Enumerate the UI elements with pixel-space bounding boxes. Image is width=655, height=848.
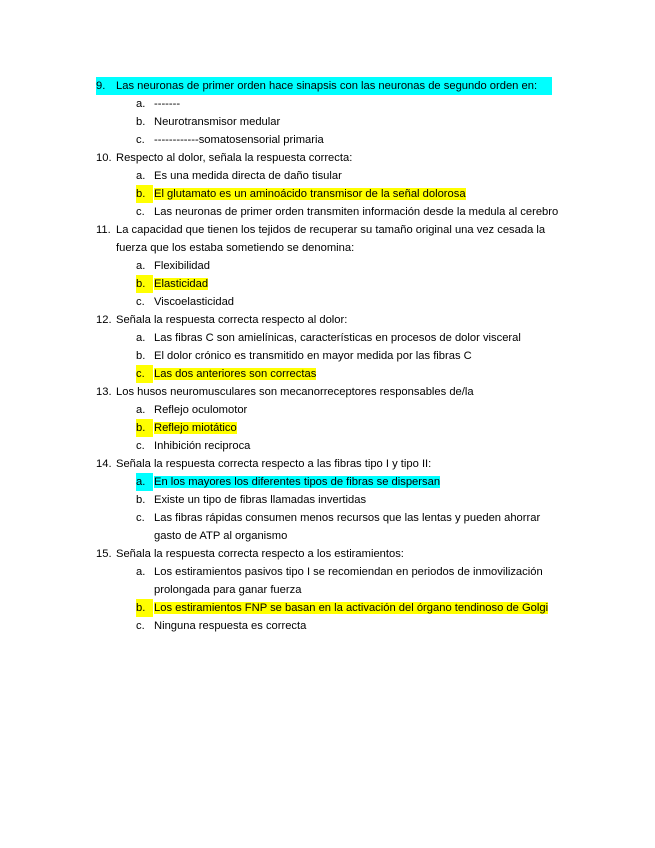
answer-option (96, 509, 566, 545)
option-letter: b. (136, 185, 153, 203)
question-number: 10. (96, 152, 112, 164)
answer-option (96, 131, 566, 149)
question-13 (96, 383, 566, 401)
answer-option (96, 599, 566, 617)
question-12 (96, 311, 566, 329)
answer-option (96, 401, 566, 419)
option-text: ------------somatosensorial primaria (154, 134, 324, 146)
answer-option (96, 563, 566, 599)
answer-option (96, 347, 566, 365)
question-number: 9. (96, 80, 106, 92)
option-text: Flexibilidad (154, 260, 210, 272)
question-number: 14. (96, 458, 112, 470)
question-text: Respecto al dolor, señala la respuesta correcta: (116, 152, 353, 164)
answer-option (96, 293, 566, 311)
option-text: Las neuronas de primer orden transmiten información desde la medula al cerebro (154, 206, 559, 218)
question-14 (96, 455, 566, 473)
option-letter: a. (136, 332, 146, 344)
option-text: En los mayores los diferentes tipos de fibras se dispersan (154, 476, 441, 488)
option-letter: c. (136, 620, 145, 632)
answer-option (96, 617, 566, 635)
answer-option (96, 257, 566, 275)
question-number: 15. (96, 548, 112, 560)
option-letter: c. (136, 296, 145, 308)
option-text: Elasticidad (154, 278, 209, 290)
answer-option (96, 365, 566, 383)
option-text: Las fibras rápidas consumen menos recursos que las lentas y pueden ahorrar gasto de ATP al organismo (154, 512, 541, 542)
answer-option (96, 491, 566, 509)
option-letter: a. (136, 566, 146, 578)
question-number: 11. (96, 224, 111, 236)
question-9 (96, 77, 552, 95)
question-10 (96, 149, 566, 167)
answer-option (96, 437, 566, 455)
option-letter: b. (136, 116, 146, 128)
option-text: Existe un tipo de fibras llamadas invertidas (154, 494, 367, 506)
option-letter: b. (136, 350, 146, 362)
option-text: Es una medida directa de daño tisular (154, 170, 342, 182)
question-text: Las neuronas de primer orden hace sinapsis con las neuronas de segundo orden en: (116, 80, 538, 92)
option-letter: a. (136, 473, 153, 491)
option-letter: c. (136, 512, 145, 524)
option-letter: a. (136, 170, 146, 182)
option-letter: c. (136, 134, 145, 146)
option-letter: a. (136, 98, 146, 110)
option-letter: b. (136, 419, 153, 437)
question-text: La capacidad que tienen los tejidos de recuperar su tamaño original una vez cesada la fuerza que los estaba sometiendo se denomina: (116, 224, 546, 254)
option-text: El dolor crónico es transmitido en mayor medida por las fibras C (154, 350, 472, 362)
answer-option (96, 185, 566, 203)
option-text: Reflejo miotático (154, 422, 237, 434)
question-11 (96, 221, 566, 257)
answer-option (96, 275, 566, 293)
question-text: Señala la respuesta correcta respecto a los estiramientos: (116, 548, 404, 560)
option-letter: b. (136, 494, 146, 506)
option-text: Neurotransmisor medular (154, 116, 281, 128)
answer-option (96, 167, 566, 185)
option-text: Las dos anteriores son correctas (154, 368, 317, 380)
option-text: Los estiramientos FNP se basan en la activación del órgano tendinoso de Golgi (154, 602, 549, 614)
option-text: Reflejo oculomotor (154, 404, 248, 416)
answer-option (96, 473, 566, 491)
question-list (96, 77, 566, 635)
question-15 (96, 545, 566, 563)
option-letter: a. (136, 404, 146, 416)
option-text: Los estiramientos pasivos tipo I se recomiendan en periodos de inmovilización prolongada para ganar fuerza (154, 566, 543, 596)
question-text: Señala la respuesta correcta respecto al dolor: (116, 314, 348, 326)
option-letter: c. (136, 365, 153, 383)
answer-option (96, 95, 566, 113)
question-text: Los husos neuromusculares son mecanorreceptores responsables de/la (116, 386, 474, 398)
option-letter: b. (136, 599, 153, 617)
option-text: ------- (154, 98, 181, 110)
option-text: Ninguna respuesta es correcta (154, 620, 307, 632)
option-letter: b. (136, 275, 153, 293)
option-letter: c. (136, 440, 145, 452)
option-text: El glutamato es un aminoácido transmisor de la señal dolorosa (154, 188, 466, 200)
option-text: Las fibras C son amielínicas, características en procesos de dolor visceral (154, 332, 521, 344)
question-number: 12. (96, 314, 112, 326)
option-letter: a. (136, 260, 146, 272)
answer-option (96, 203, 566, 221)
option-letter: c. (136, 206, 145, 218)
option-text: Inhibición reciproca (154, 440, 251, 452)
question-number: 13. (96, 386, 112, 398)
option-text: Viscoelasticidad (154, 296, 235, 308)
answer-option (96, 113, 566, 131)
answer-option (96, 419, 566, 437)
question-text: Señala la respuesta correcta respecto a las fibras tipo I y tipo II: (116, 458, 432, 470)
answer-option (96, 329, 566, 347)
